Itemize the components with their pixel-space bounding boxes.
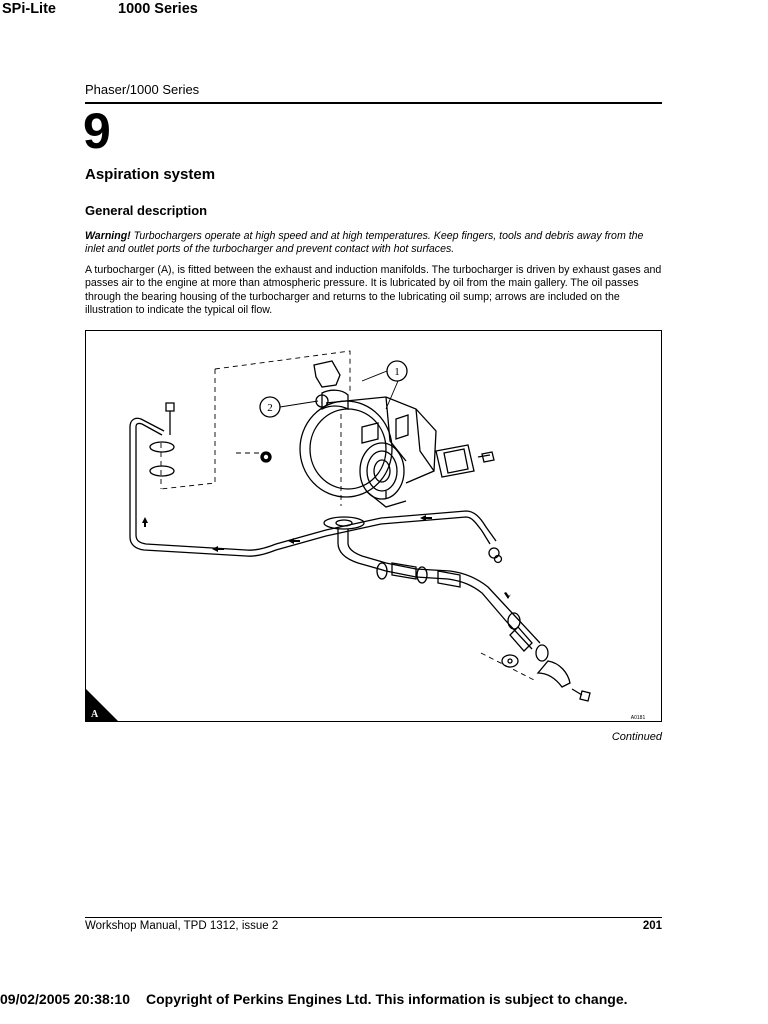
copyright-notice: Copyright of Perkins Engines Ltd. This information is subject to change.: [146, 991, 628, 1007]
turbocharger-body: [300, 390, 436, 507]
feed-pipe-union: [489, 548, 499, 558]
warning-paragraph: [85, 230, 663, 257]
top-bar-left: SPi-Lite: [2, 1, 56, 17]
chapter-number: 9: [83, 103, 111, 159]
callout-2-label: 2: [267, 402, 273, 414]
turbocharger-figure: [85, 330, 662, 722]
header-rule: [85, 102, 662, 104]
banjo-washer-upper: [150, 442, 174, 452]
subsection-title: General description: [85, 203, 208, 218]
drain-elbow: [538, 661, 570, 687]
turbocharger-illustration: [86, 331, 661, 721]
print-datetime: 09/02/2005 20:38:10: [0, 991, 130, 1007]
footer-rule: [85, 917, 662, 918]
top-bar-right: 1000 Series: [118, 1, 198, 17]
page-number: 201: [642, 920, 662, 932]
figure-code: A0181: [630, 715, 646, 721]
footer-manual: Workshop Manual, TPD 1312, issue 2: [85, 920, 279, 932]
warning-label: Warning!: [85, 230, 131, 242]
oil-drain-pipe: [338, 529, 532, 649]
section-title: Aspiration system: [85, 166, 216, 183]
elbow-bolt: [580, 691, 590, 701]
warning-text: Turbochargers operate at high speed and at high temperatures. Keep fingers, tools and debris away from the inlet and outlet ports of the turbocharger and prevent contact with hot surfaces.: [85, 230, 644, 256]
figure-corner-label: A: [91, 709, 99, 720]
body-paragraph: A turbocharger (A), is fitted between the exhaust and induction manifolds. The turbocharger is driven by exhaust gases and passes air to the engine at more than atmospheric pressure. It is lubricated by oil from the main gallery. The oil passes through the bearing housing of the turbocharger and returns to the lubricating oil sump; arrows are included on the illustration to indicate the typical oil flow.: [85, 264, 662, 316]
turbo-bracket: [314, 361, 340, 387]
copyright-line: [0, 991, 644, 1007]
hose-clip-4: [536, 645, 548, 661]
series-heading: Phaser/1000 Series: [85, 82, 200, 97]
banjo-washer-lower: [150, 466, 174, 476]
elbow-gasket: [502, 655, 518, 667]
continued-note: Continued: [611, 731, 662, 743]
banjo-bolt: [166, 403, 174, 411]
oil-feed-pipe-top: [130, 418, 164, 431]
callout-1-label: 1: [394, 366, 400, 378]
